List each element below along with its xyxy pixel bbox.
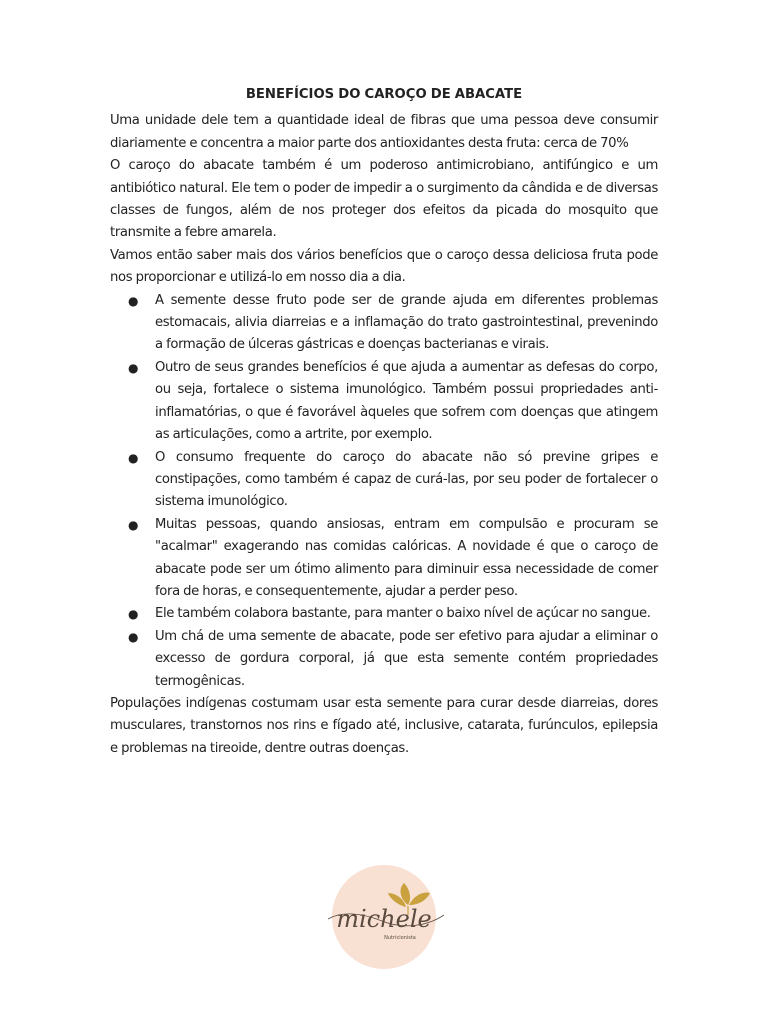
document-body <box>110 84 658 760</box>
bullet-icon: ● <box>128 360 139 375</box>
bullet-icon: ● <box>128 629 139 644</box>
list-item <box>110 357 658 447</box>
bullet-icon: ● <box>128 517 139 532</box>
intro-paragraph-1: Uma unidade dele tem a quantidade ideal de fibras que uma pessoa deve consumir diariamente e concentra a maior parte dos antioxidantes desta fruta: cerca de 70% <box>110 113 658 151</box>
logo-name: michele <box>336 905 432 933</box>
list-item <box>110 290 658 357</box>
list-item-text: A semente desse fruto pode ser de grande ajuda em diferentes problemas estomacais, alivia diarreias e a inflamação do trato gastrointestinal, prevenindo a formação de úlceras gástricas e doenças bacterianas e virais. <box>155 292 658 353</box>
list-item-text: Muitas pessoas, quando ansiosas, entram em compulsão e procuram se "acalmar" exagerando nas comidas calóricas. A novidade é que o caroço de abacate pode ser um ótimo alimento para diminuir essa necessidade de comer fora de horas, e consequentemente, ajudar a perder peso. <box>155 516 658 599</box>
list-item <box>110 603 658 625</box>
list-item-text: Outro de seus grandes benefícios é que ajuda a aumentar as defesas do corpo, ou seja, fortalece o sistema imunológico. Também possui propriedades anti-inflamatórias, o que é favorável àqueles que sofrem com doenças que atingem as articulações, como a artrite, por exemplo. <box>155 359 658 443</box>
list-item <box>110 447 658 514</box>
list-item-text: Ele também colabora bastante, para manter o baixo nível de açúcar no sangue. <box>155 606 651 622</box>
bullet-icon: ● <box>128 450 139 465</box>
closing-paragraph: Populações indígenas costumam usar esta semente para curar desde diarreias, dores musculares, transtornos nos rins e fígado até, inclusive, catarata, furúnculos, epilepsia e problemas na tireoide, dentre outras doenças. <box>110 695 658 756</box>
list-item <box>110 514 658 604</box>
list-item <box>110 626 658 693</box>
intro-paragraph-2: O caroço do abacate também é um poderoso antimicrobiano, antifúngico e um antibiótico natural. Ele tem o poder de impedir a o surgimento da cândida e de diversas classes de fungos, além de nos proteger dos efeitos da picada do mosquito que transmite a febre amarela. <box>110 158 658 241</box>
michele-logo <box>322 855 450 983</box>
list-item-text: O consumo frequente do caroço do abacate não só previne gripes e constipações, como também é capaz de curá-las, por seu poder de fortalecer o sistema imunológico. <box>155 449 658 510</box>
bullet-icon: ● <box>128 607 139 622</box>
bullet-icon: ● <box>128 293 139 308</box>
intro-paragraph-3: Vamos então saber mais dos vários benefícios que o caroço dessa deliciosa fruta pode nos proporcionar e utilizá-lo em nosso dia a dia. <box>110 247 658 286</box>
document-title: BENEFÍCIOS DO CAROÇO DE ABACATE <box>245 87 523 102</box>
benefits-list <box>110 290 658 693</box>
logo-subtitle: Nutricionista <box>384 935 416 941</box>
list-item-text: Um chá de uma semente de abacate, pode ser efetivo para ajudar a eliminar o excesso de gordura corporal, já que esta semente contém propriedades termogênicas. <box>155 628 658 689</box>
